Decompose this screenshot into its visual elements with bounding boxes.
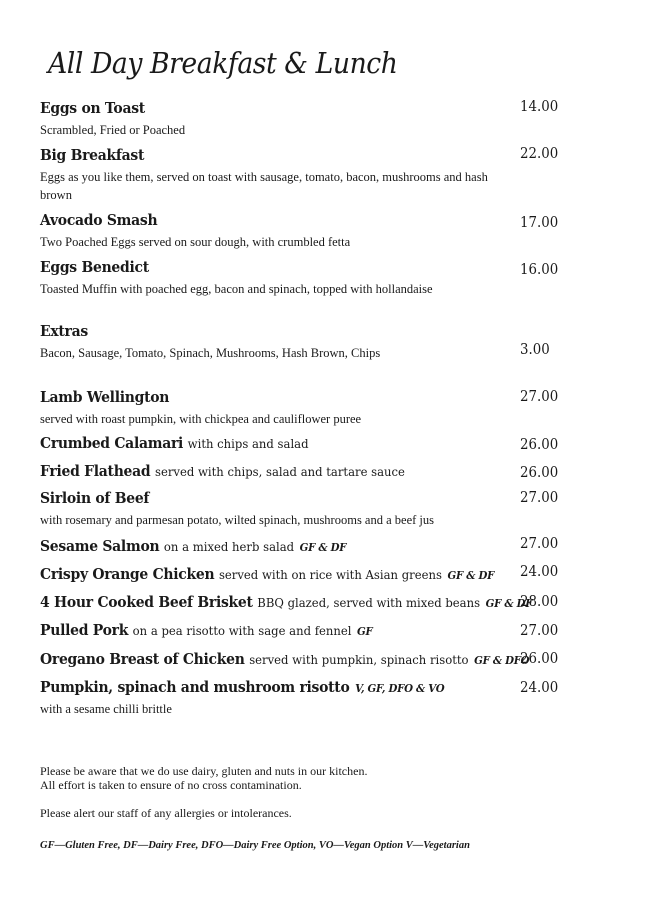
menu-item-name (40, 258, 149, 276)
menu-item-desc: Scrambled, Fried or Poached (40, 123, 186, 137)
menu-item (40, 211, 600, 251)
menu-item-price: 3.00 (520, 342, 550, 358)
item-name: Pumpkin, spinach and mushroom risotto (40, 678, 350, 696)
item-inline-desc: BBQ glazed, served with mixed beans (257, 595, 481, 610)
menu-item (40, 537, 600, 556)
menu-item-price: 24.00 (520, 680, 559, 696)
menu-item-desc: with rosemary and parmesan potato, wilted spinach, mushrooms and a beef jus (40, 513, 435, 527)
menu-item-desc: Two Poached Eggs served on sour dough, with crumbled fetta (40, 235, 351, 249)
dietary-legend: GF—Gluten Free, DF—Dairy Free, DFO—Dairy Free Option, VO—Vegan Option V—Vegetarian (40, 840, 470, 851)
menu-item (40, 565, 600, 584)
item-name: Avocado Smash (40, 211, 158, 229)
menu-item-price: 27.00 (520, 623, 559, 639)
menu-item-name (40, 211, 157, 229)
menu-item-name (40, 678, 444, 696)
menu-item-price: 26.00 (520, 437, 559, 453)
menu-item-name (40, 537, 346, 555)
allergy-alert: Please alert our staff of any allergies or intolerances. (40, 806, 292, 820)
dietary-tags: GF & DFO (474, 654, 530, 667)
menu-item (40, 650, 600, 669)
menu-item-price: 22.00 (520, 146, 559, 162)
menu-item-desc: with a sesame chilli brittle (40, 702, 172, 716)
menu-item (40, 258, 600, 298)
menu-item (40, 621, 600, 640)
menu-item (40, 462, 600, 481)
menu-item-name (40, 565, 494, 583)
allergy-notice (40, 764, 367, 792)
item-inline-desc: served with chips, salad and tartare sauce (154, 464, 405, 479)
menu-item-name (40, 146, 144, 164)
menu-item-price: 16.00 (520, 262, 559, 278)
menu-item (40, 489, 600, 529)
item-inline-desc: served with on rice with Asian greens (218, 567, 442, 582)
item-name: Big Breakfast (40, 146, 145, 164)
menu-item-price: 17.00 (520, 215, 559, 231)
item-name: Eggs on Toast (40, 99, 145, 117)
item-name: Eggs Benedict (40, 258, 149, 276)
menu-item-name (40, 489, 149, 507)
menu-item (40, 388, 600, 428)
dietary-tags: V, GF, DFO & VO (355, 682, 445, 695)
menu-item-desc: Bacon, Sausage, Tomato, Spinach, Mushrooms, Hash Brown, Chips (40, 346, 381, 360)
item-inline-desc: on a pea risotto with sage and fennel (132, 623, 352, 638)
menu-item-name (40, 593, 532, 611)
allergy-notice-line: All effort is taken to ensure of no cross contamination. (40, 778, 302, 792)
menu-item-price: 14.00 (520, 99, 559, 115)
menu-item-desc: served with roast pumpkin, with chickpea and cauliflower puree (40, 412, 362, 426)
menu-item (40, 434, 600, 453)
dietary-tags: GF & DF (447, 569, 495, 582)
menu-item (40, 146, 600, 204)
dietary-tags: GF (357, 625, 373, 638)
menu-item-name (40, 388, 169, 406)
menu-item-price: 28.00 (520, 594, 559, 610)
allergy-notice-line: Please be aware that we do use dairy, gluten and nuts in our kitchen. (40, 764, 368, 778)
item-name: Sirloin of Beef (40, 489, 150, 507)
menu-item (40, 99, 600, 139)
menu-item-price: 27.00 (520, 536, 559, 552)
menu-item-name (40, 462, 405, 480)
menu-item-price: 27.00 (520, 389, 559, 405)
menu-item (40, 678, 600, 718)
menu-item-price: 27.00 (520, 490, 559, 506)
menu-item-desc: Eggs as you like them, served on toast with sausage, tomato, bacon, mushrooms and hash brown (40, 170, 488, 202)
item-name: Crumbed Calamari (40, 434, 184, 452)
menu-item-price: 26.00 (520, 465, 559, 481)
menu-item-name (40, 99, 145, 117)
item-name: Oregano Breast of Chicken (40, 650, 245, 668)
menu-item-name (40, 322, 88, 340)
menu-item-name (40, 650, 529, 668)
dietary-tags: GF & DF (299, 541, 347, 554)
item-name: Lamb Wellington (40, 388, 170, 406)
dietary-tags: GF & DF (485, 597, 533, 610)
menu-item-price: 26.00 (520, 651, 559, 667)
menu-title: All Day Breakfast & Lunch (48, 46, 398, 80)
item-name: Pulled Pork (40, 621, 129, 639)
item-name: Crispy Orange Chicken (40, 565, 215, 583)
item-inline-desc: on a mixed herb salad (163, 539, 295, 554)
item-name: Sesame Salmon (40, 537, 160, 555)
menu-item-desc: Toasted Muffin with poached egg, bacon and spinach, topped with hollandaise (40, 282, 433, 296)
menu-item (40, 322, 600, 362)
item-name: Fried Flathead (40, 462, 151, 480)
item-inline-desc: served with pumpkin, spinach risotto (249, 652, 469, 667)
item-name: 4 Hour Cooked Beef Brisket (40, 593, 253, 611)
menu-item-name (40, 621, 372, 639)
menu-item (40, 593, 600, 612)
menu-item-name (40, 434, 309, 452)
item-name: Extras (40, 322, 88, 340)
menu-item-price: 24.00 (520, 564, 559, 580)
item-inline-desc: with chips and salad (187, 436, 309, 451)
